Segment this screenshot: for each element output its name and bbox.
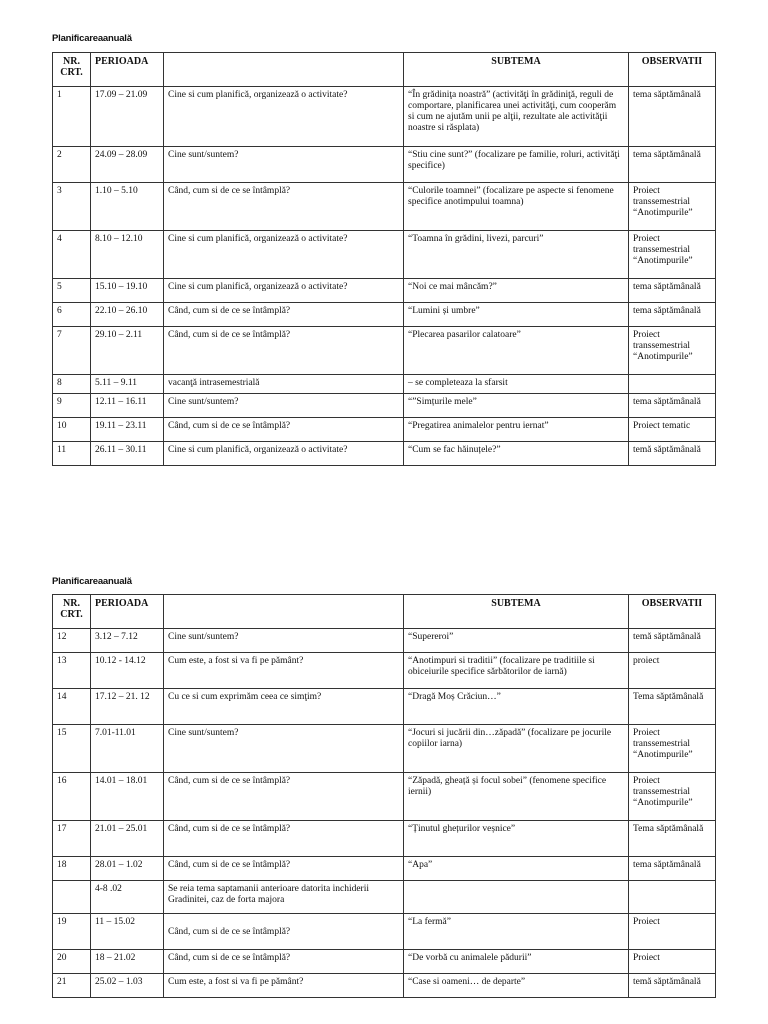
cell-notes: temă săptămânală (629, 442, 716, 466)
header-subtheme: SUBTEMA (404, 53, 629, 87)
cell-nr: 14 (53, 689, 91, 725)
cell-nr: 1 (53, 87, 91, 147)
cell-notes: Tema săptămânală (629, 689, 716, 725)
cell-period: 22.10 – 26.10 (91, 303, 164, 327)
cell-subtheme: “Cum se fac hăinuțele?” (404, 442, 629, 466)
cell-nr: 18 (53, 857, 91, 881)
cell-period: 28.01 – 1.02 (91, 857, 164, 881)
cell-notes: tema săptămânală (629, 303, 716, 327)
cell-theme: Când, cum si de ce se întâmplă? (164, 773, 404, 821)
cell-nr: 5 (53, 279, 91, 303)
table-row (53, 974, 716, 998)
cell-subtheme: “Stiu cine sunt?” (focalizare pe familie, roluri, activităţi specifice) (404, 147, 629, 183)
cell-subtheme: “Culorile toamnei” (focalizare pe aspecte si fenomene specifice anotimpului toamna) (404, 183, 629, 231)
cell-period: 21.01 – 25.01 (91, 821, 164, 857)
cell-theme: Cine sunt/suntem? (164, 725, 404, 773)
cell-subtheme: “Apa” (404, 857, 629, 881)
cell-nr: 11 (53, 442, 91, 466)
cell-subtheme: “”Simțurile mele” (404, 394, 629, 418)
table-row (53, 653, 716, 689)
cell-nr: 3 (53, 183, 91, 231)
cell-theme: Cine sunt/suntem? (164, 394, 404, 418)
cell-nr: 15 (53, 725, 91, 773)
table-row (53, 418, 716, 442)
cell-notes: Proiect transsemestrial “Anotimpurile” (629, 773, 716, 821)
table-row (53, 950, 716, 974)
cell-period: 5.11 – 9.11 (91, 375, 164, 394)
cell-period: 26.11 – 30.11 (91, 442, 164, 466)
planning-table-1 (52, 52, 716, 466)
header-notes: OBSERVATII (629, 595, 716, 629)
cell-period: 3.12 – 7.12 (91, 629, 164, 653)
table-row (53, 629, 716, 653)
cell-period: 12.11 – 16.11 (91, 394, 164, 418)
cell-nr: 4 (53, 231, 91, 279)
cell-theme: Cum este, a fost si va fi pe pământ? (164, 653, 404, 689)
cell-subtheme: “Toamna în grădini, livezi, parcuri” (404, 231, 629, 279)
cell-nr: 2 (53, 147, 91, 183)
cell-theme: Cine si cum planifică, organizează o activitate? (164, 279, 404, 303)
cell-theme: vacanţă intrasemestrială (164, 375, 404, 394)
cell-period: 15.10 – 19.10 (91, 279, 164, 303)
table-header-row (53, 53, 716, 87)
cell-period: 7.01-11.01 (91, 725, 164, 773)
cell-subtheme: “Case si oameni… de departe” (404, 974, 629, 998)
cell-subtheme: “La fermă” (404, 914, 629, 950)
cell-period: 17.12 – 21. 12 (91, 689, 164, 725)
cell-period: 4-8 .02 (91, 881, 164, 914)
table-row (53, 279, 716, 303)
section-1-heading: Planificareaanuală (52, 33, 132, 44)
cell-nr (53, 881, 91, 914)
cell-subtheme: “Pregatirea animalelor pentru iernat” (404, 418, 629, 442)
cell-notes: Proiect transsemestrial “Anotimpurile” (629, 327, 716, 375)
cell-period: 1.10 – 5.10 (91, 183, 164, 231)
cell-subtheme: “În grădiniţa noastră” (activităţi în grădiniţă, reguli de comportare, planificarea unei activităţi, cum cooperăm si cum ne ajutăm unii pe alţii, rezultate ale activităţii noastre si răsplata) (404, 87, 629, 147)
cell-notes: Proiect (629, 950, 716, 974)
header-period: PERIOADA (91, 53, 164, 87)
cell-nr: 16 (53, 773, 91, 821)
cell-theme: Cine si cum planifică, organizează o activitate? (164, 442, 404, 466)
table-row (53, 914, 716, 950)
table-row (53, 394, 716, 418)
cell-notes: tema săptămânală (629, 857, 716, 881)
table-row (53, 442, 716, 466)
table-row (53, 147, 716, 183)
cell-notes: temă săptămânală (629, 974, 716, 998)
table-row (53, 87, 716, 147)
cell-nr: 13 (53, 653, 91, 689)
cell-notes (629, 375, 716, 394)
cell-notes: Proiect transsemestrial “Anotimpurile” (629, 183, 716, 231)
table-row (53, 303, 716, 327)
cell-notes: tema săptămânală (629, 87, 716, 147)
table-row (53, 881, 716, 914)
cell-subtheme: “Ținutul ghețurilor veșnice” (404, 821, 629, 857)
cell-nr: 6 (53, 303, 91, 327)
cell-period: 29.10 – 2.11 (91, 327, 164, 375)
cell-nr: 10 (53, 418, 91, 442)
cell-notes: Tema săptămânală (629, 821, 716, 857)
cell-theme: Când, cum si de ce se întâmplă? (164, 183, 404, 231)
table-row (53, 773, 716, 821)
cell-period: 11 – 15.02 (91, 914, 164, 950)
cell-theme: Cine sunt/suntem? (164, 629, 404, 653)
header-nr: NR. CRT. (53, 53, 91, 87)
table-row (53, 689, 716, 725)
cell-theme: Cine si cum planifică, organizează o activitate? (164, 87, 404, 147)
cell-theme: Cum este, a fost si va fi pe pământ? (164, 974, 404, 998)
cell-subtheme: “Anotimpuri si traditii” (focalizare pe traditiile si obiceiurile specifice sărbătorilor de iarnă) (404, 653, 629, 689)
cell-notes: Proiect transsemestrial “Anotimpurile” (629, 231, 716, 279)
planning-table-2 (52, 594, 716, 998)
table-row (53, 857, 716, 881)
cell-subtheme: “Jocuri si jucării din…zăpadă” (focalizare pe jocurile copiilor iarna) (404, 725, 629, 773)
cell-period: 8.10 – 12.10 (91, 231, 164, 279)
cell-theme: Se reia tema saptamanii anterioare datorita inchiderii Gradinitei, caz de forta majora (164, 881, 404, 914)
cell-theme: Cine si cum planifică, organizează o activitate? (164, 231, 404, 279)
header-period: PERIOADA (91, 595, 164, 629)
cell-nr: 12 (53, 629, 91, 653)
cell-theme: Când, cum si de ce se întâmplă? (164, 914, 404, 950)
cell-theme: Când, cum si de ce se întâmplă? (164, 327, 404, 375)
cell-notes: tema săptămânală (629, 394, 716, 418)
cell-notes: tema săptămânală (629, 147, 716, 183)
header-nr: NR. CRT. (53, 595, 91, 629)
table-row (53, 821, 716, 857)
table-row (53, 231, 716, 279)
cell-subtheme (404, 881, 629, 914)
cell-notes: Proiect tematic (629, 418, 716, 442)
cell-period: 24.09 – 28.09 (91, 147, 164, 183)
cell-theme: Cu ce si cum exprimăm ceea ce simţim? (164, 689, 404, 725)
cell-theme: Când, cum si de ce se întâmplă? (164, 821, 404, 857)
table-header-row (53, 595, 716, 629)
cell-subtheme: – se completeaza la sfarsit (404, 375, 629, 394)
table-row (53, 183, 716, 231)
cell-period: 18 – 21.02 (91, 950, 164, 974)
cell-notes: temă săptămânală (629, 629, 716, 653)
header-theme (164, 595, 404, 629)
cell-subtheme: “De vorbă cu animalele pădurii” (404, 950, 629, 974)
header-theme (164, 53, 404, 87)
cell-nr: 20 (53, 950, 91, 974)
cell-subtheme: “Lumini și umbre” (404, 303, 629, 327)
cell-subtheme: “Noi ce mai mâncăm?” (404, 279, 629, 303)
cell-notes (629, 881, 716, 914)
cell-theme: Cine sunt/suntem? (164, 147, 404, 183)
cell-period: 10.12 - 14.12 (91, 653, 164, 689)
cell-period: 14.01 – 18.01 (91, 773, 164, 821)
table-row (53, 725, 716, 773)
cell-nr: 19 (53, 914, 91, 950)
cell-nr: 8 (53, 375, 91, 394)
cell-nr: 9 (53, 394, 91, 418)
cell-period: 19.11 – 23.11 (91, 418, 164, 442)
cell-period: 17.09 – 21.09 (91, 87, 164, 147)
cell-nr: 21 (53, 974, 91, 998)
cell-theme: Când, cum si de ce se întâmplă? (164, 303, 404, 327)
cell-subtheme: “Supereroi” (404, 629, 629, 653)
section-2-heading: Planificareaanuală (52, 576, 132, 587)
cell-theme: Când, cum si de ce se întâmplă? (164, 950, 404, 974)
header-subtheme: SUBTEMA (404, 595, 629, 629)
cell-subtheme: “Dragă Moș Crăciun…” (404, 689, 629, 725)
cell-notes: tema săptămânală (629, 279, 716, 303)
cell-subtheme: “Plecarea pasarilor calatoare” (404, 327, 629, 375)
cell-period: 25.02 – 1.03 (91, 974, 164, 998)
table-row (53, 375, 716, 394)
cell-theme: Când, cum si de ce se întâmplă? (164, 418, 404, 442)
cell-notes: proiect (629, 653, 716, 689)
cell-notes: Proiect transsemestrial “Anotimpurile” (629, 725, 716, 773)
table-row (53, 327, 716, 375)
header-notes: OBSERVATII (629, 53, 716, 87)
cell-nr: 7 (53, 327, 91, 375)
cell-notes: Proiect (629, 914, 716, 950)
cell-nr: 17 (53, 821, 91, 857)
cell-subtheme: “Zăpadă, gheață și focul sobei” (fenomene specifice iernii) (404, 773, 629, 821)
cell-theme: Când, cum si de ce se întâmplă? (164, 857, 404, 881)
